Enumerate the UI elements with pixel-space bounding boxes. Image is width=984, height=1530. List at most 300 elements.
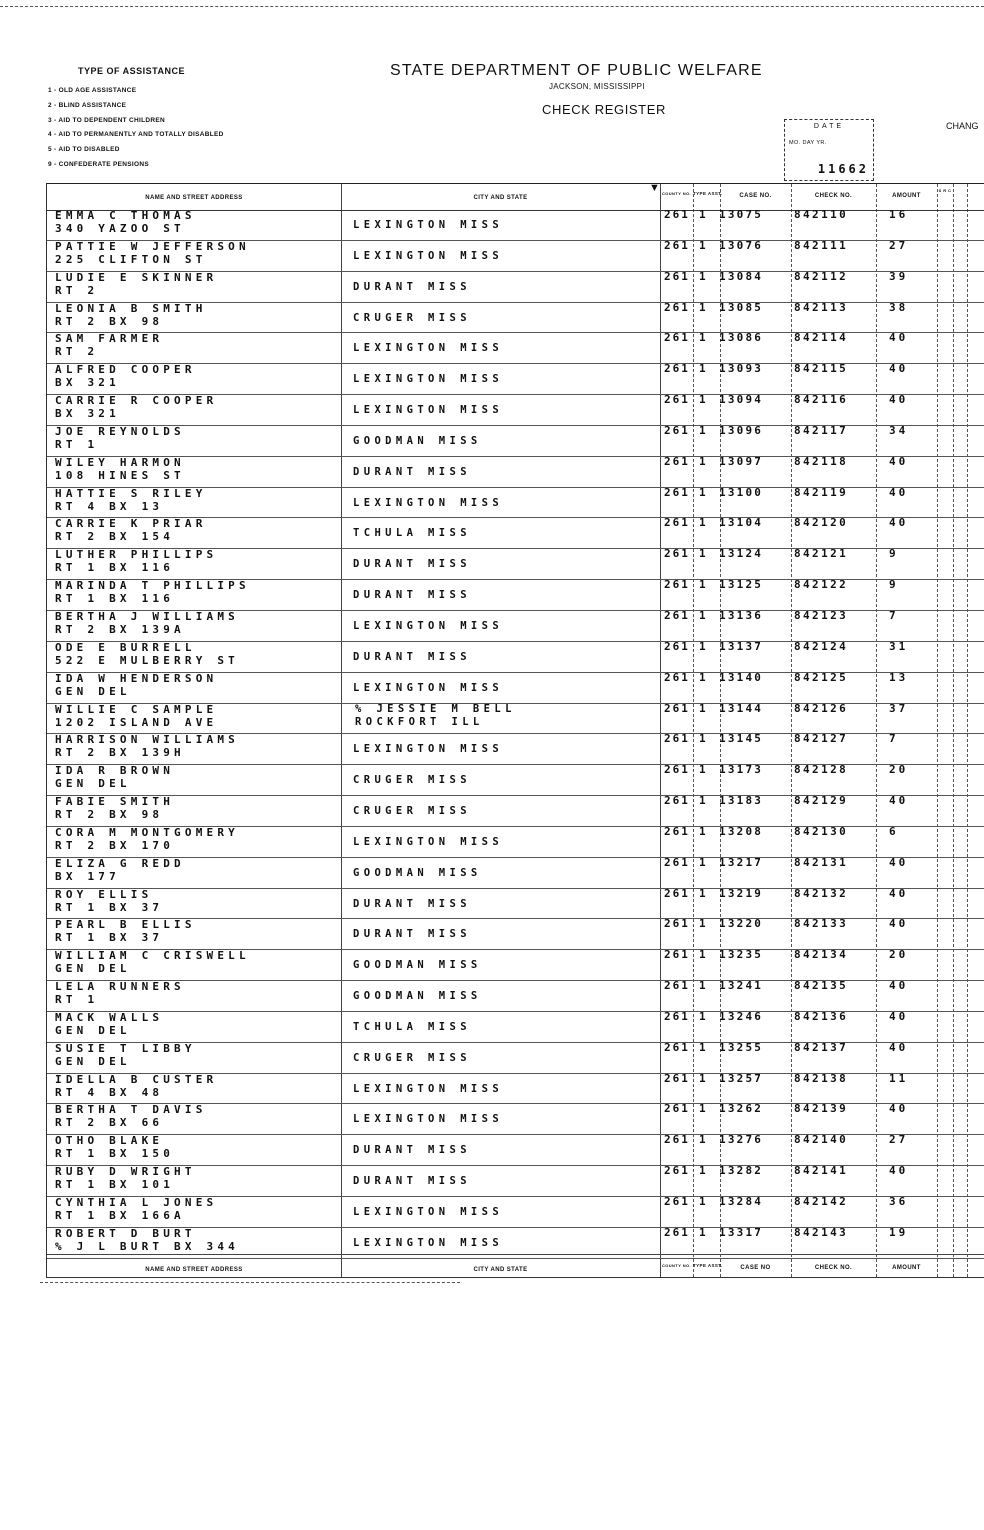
legend-item: 1 - OLD AGE ASSISTANCE [48,87,137,94]
city-state: LEXINGTON MISS [353,743,504,756]
table-row [47,855,984,889]
table-row [47,765,984,796]
city-state: LEXINGTON MISS [353,1113,504,1126]
county-number: 261 [664,1133,690,1147]
amount: 40 [889,454,909,468]
city-state: GOODMAN MISS [353,959,482,972]
county-number: 261 [664,855,690,869]
case-number: 13208 [719,824,764,838]
payee-name: ROY ELLIS [55,887,153,901]
county-number: 261 [664,269,690,283]
street-address: RT 4 BX 48 [55,1085,164,1099]
case-number: 13276 [719,1133,764,1147]
case-number: 13257 [719,1071,764,1085]
check-number: 842126 [794,701,849,715]
county-number: 261 [664,886,690,900]
assistance-type: 1 [699,855,706,869]
header-check: CHECK NO. [814,193,853,199]
amount: 34 [889,423,909,437]
assistance-type: 1 [699,1133,706,1147]
table-row [47,950,984,981]
payee-name: CORA M MONTGOMERY [55,825,239,839]
date-sub-label: MO. DAY YR. [789,140,827,146]
assistance-type: 1 [699,639,706,653]
assistance-type: 1 [699,917,706,931]
table-row [47,1197,984,1228]
case-number: 13075 [719,208,764,221]
amount: 37 [889,701,909,715]
check-number: 842116 [794,393,849,407]
check-number: 842124 [794,639,849,653]
table-row [47,1009,984,1043]
page-subtitle: JACKSON, MISSISSIPPI [549,82,645,91]
street-address: 522 E MULBERRY ST [55,653,239,667]
table-row [47,423,984,457]
amount: 9 [889,547,899,561]
street-address: RT 2 BX 170 [55,838,175,852]
table-row [47,608,984,642]
check-number: 842117 [794,423,849,437]
case-number: 13235 [719,948,764,962]
table-row [47,454,984,488]
payee-name: BERTHA T DAVIS [55,1103,207,1117]
table-row [47,238,984,272]
date-value: 11662 [817,162,869,176]
check-number: 842127 [794,732,849,746]
table-row [47,1166,984,1197]
case-number: 13140 [719,670,764,684]
footer-case: CASE NO [740,1265,771,1271]
payee-name: HATTIE S RILEY [55,486,207,500]
city-state: GOODMAN MISS [353,434,482,447]
amount: 40 [889,393,909,407]
check-number: 842143 [794,1225,849,1239]
county-number: 261 [664,454,690,468]
city-state: CRUGER MISS [353,805,471,818]
county-number: 261 [664,979,690,993]
street-address: RT 2 BX 139A [55,622,185,636]
check-number: 842111 [794,238,849,252]
assistance-type: 1 [699,979,706,993]
street-address: RT 2 BX 98 [55,314,164,328]
amount: 9 [889,578,899,592]
county-number: 261 [664,917,690,931]
table-header [47,184,984,211]
case-number: 13173 [719,763,764,777]
amount: 7 [889,732,899,746]
case-number: 13284 [719,1195,764,1208]
amount: 27 [889,1133,909,1147]
street-address: RT 1 BX 116 [55,561,175,575]
city-state: LEXINGTON MISS [353,681,504,694]
city-state: CRUGER MISS [353,774,471,787]
payee-name: CARRIE R COOPER [55,394,218,408]
check-number: 842132 [794,886,849,900]
assistance-type: 1 [699,300,706,314]
amount: 40 [889,516,909,530]
table-row [47,300,984,334]
check-number: 842140 [794,1133,849,1147]
city-state: GOODMAN MISS [353,990,482,1003]
payee-name: WILLIE C SAMPLE [55,702,218,716]
assistance-type: 1 [699,763,706,777]
triangle-marker-icon: ▼ [649,182,660,194]
city-state: DURANT MISS [353,1175,471,1188]
top-edge-line [0,6,984,7]
assistance-type: 1 [699,331,706,345]
footer-type: TYPE ASST. [693,1263,723,1268]
payee-name: FABIE SMITH [55,795,175,809]
city-state-line2: ROCKFORT ILL [355,715,484,728]
check-number: 842133 [794,917,849,931]
assistance-type: 1 [699,794,706,808]
street-address: RT 1 BX 37 [55,900,164,914]
register-title: CHECK REGISTER [542,102,666,117]
payee-name: OTHO BLAKE [55,1134,164,1148]
legend-item: 2 - BLIND ASSISTANCE [48,101,127,109]
city-state: % JESSIE M BELL [355,702,516,715]
street-address: GEN DEL [55,1023,131,1037]
payee-name: SAM FARMER [55,332,164,346]
amount: 40 [889,362,909,376]
case-number: 13096 [719,423,764,437]
street-address: 225 CLIFTON ST [55,252,207,266]
street-address: RT 1 BX 116 [55,592,175,606]
county-number: 261 [664,578,690,592]
amount: 31 [889,639,909,653]
county-number: 261 [664,362,690,376]
check-number: 842129 [794,794,849,808]
check-number: 842118 [794,454,849,468]
payee-name: JOE REYNOLDS [55,424,185,438]
amount: 40 [889,1164,909,1178]
county-number: 261 [664,393,690,407]
assistance-type: 1 [699,423,706,437]
case-number: 13137 [719,639,764,653]
header-city: CITY AND STATE [473,195,528,201]
case-number: 13217 [719,855,764,869]
city-state: DURANT MISS [353,650,471,663]
payee-name: LEONIA B SMITH [55,301,207,315]
amount: 6 [889,824,899,838]
street-address: GEN DEL [55,684,131,698]
county-number: 261 [664,701,690,715]
case-number: 13282 [719,1164,764,1178]
assistance-type: 1 [699,1164,706,1178]
check-number: 842113 [794,300,849,314]
street-address: RT 1 [55,437,99,451]
city-state: TCHULA MISS [353,527,471,540]
footer-city: CITY AND STATE [473,1267,528,1273]
assistance-type: 1 [699,238,706,252]
amount: 7 [889,608,899,622]
street-address: RT 1 [55,993,99,1007]
bottom-edge-line [40,1282,460,1283]
check-number: 842130 [794,824,849,838]
amount: 11 [889,1071,909,1085]
payee-name: MACK WALLS [55,1010,164,1024]
legend-title: TYPE OF ASSISTANCE [78,66,186,76]
table-row [47,701,984,735]
table-row [47,485,984,519]
county-number: 261 [664,1071,690,1085]
payee-name: WILLIAM C CRISWELL [55,949,250,963]
table-row [47,734,984,765]
check-number: 842122 [794,578,849,592]
header-county: COUNTY NO. [661,191,692,196]
street-address: 108 HINES ST [55,468,185,482]
assistance-type: 1 [699,269,706,283]
street-address: RT 2 [55,345,99,359]
assistance-type: 1 [699,454,706,468]
city-state: DURANT MISS [353,1144,471,1157]
payee-name: LUTHER PHILLIPS [55,548,218,562]
assistance-type: 1 [699,1009,706,1023]
city-state: DURANT MISS [353,928,471,941]
case-number: 13145 [719,732,764,746]
case-number: 13093 [719,362,764,376]
footer-check: CHECK NO. [814,1265,853,1271]
street-address: BX 321 [55,376,120,390]
street-address: BX 321 [55,407,120,421]
amount: 40 [889,855,909,869]
table-row [47,1135,984,1166]
check-number: 842137 [794,1040,849,1054]
check-number: 842115 [794,362,849,376]
county-number: 261 [664,485,690,499]
payee-name: ALFRED COOPER [55,363,196,377]
city-state: LEXINGTON MISS [353,1236,504,1249]
county-number: 261 [664,1102,690,1116]
table-row [47,549,984,580]
amount: 20 [889,763,909,777]
amount: 39 [889,269,909,283]
city-state: LEXINGTON MISS [353,342,504,355]
table-row [47,639,984,673]
assistance-type: 1 [699,547,706,561]
payee-name: WILEY HARMON [55,455,185,469]
county-number: 261 [664,824,690,838]
street-address: RT 2 BX 154 [55,530,175,544]
assistance-type: 1 [699,208,706,221]
payee-name: CARRIE K PRIAR [55,517,207,531]
assistance-type: 1 [699,393,706,407]
county-number: 261 [664,423,690,437]
table-row [47,1071,984,1105]
payee-name: MARINDA T PHILLIPS [55,579,250,593]
city-state: CRUGER MISS [353,311,471,324]
header-amount: AMOUNT [892,193,921,199]
date-box [784,119,874,181]
county-number: 261 [664,948,690,962]
table-row [47,210,984,241]
amount: 36 [889,1195,909,1208]
case-number: 13084 [719,269,764,283]
county-number: 261 [664,516,690,530]
case-number: 13086 [719,331,764,345]
payee-name: IDELLA B CUSTER [55,1072,218,1086]
city-state: DURANT MISS [353,589,471,602]
case-number: 13104 [719,516,764,530]
payee-name: LELA RUNNERS [55,980,185,994]
header-type: TYPE ASST. [693,191,723,196]
table-row [47,580,984,611]
county-number: 261 [664,331,690,345]
county-number: 261 [664,1040,690,1054]
assistance-type: 1 [699,578,706,592]
amount: 27 [889,238,909,252]
payee-name: PATTIE W JEFFERSON [55,239,250,253]
payee-name: CYNTHIA L JONES [55,1196,218,1209]
case-number: 13085 [719,300,764,314]
check-number: 842131 [794,855,849,869]
case-number: 13124 [719,547,764,561]
payee-name: IDA R BROWN [55,764,175,778]
payee-name: SUSIE T LIBBY [55,1041,196,1055]
check-number: 842138 [794,1071,849,1085]
city-state: TCHULA MISS [353,1020,471,1033]
payee-name: IDA W HENDERSON [55,671,218,685]
county-number: 261 [664,1225,690,1239]
table-row [47,395,984,426]
legend-item: 5 - AID TO DISABLED [48,146,120,154]
city-state: LEXINGTON MISS [353,496,504,509]
assistance-type: 1 [699,701,706,715]
county-number: 261 [664,763,690,777]
county-number: 261 [664,732,690,746]
case-number: 13094 [719,393,764,407]
county-number: 261 [664,670,690,684]
city-state: DURANT MISS [353,558,471,571]
city-state: DURANT MISS [353,280,471,293]
table-row [47,518,984,549]
street-address: RT 1 BX 101 [55,1178,175,1192]
legend-item: 9 - CONFEDERATE PENSIONS [48,160,149,168]
table-row [47,796,984,827]
payee-name: PEARL B ELLIS [55,918,196,932]
amount: 40 [889,917,909,931]
city-state: LEXINGTON MISS [353,835,504,848]
assistance-type: 1 [699,608,706,622]
assistance-type: 1 [699,1040,706,1054]
street-address: RT 1 BX 150 [55,1147,175,1161]
check-number: 842110 [794,208,849,221]
check-number: 842119 [794,485,849,499]
legend-item: 4 - AID TO PERMANENTLY AND TOTALLY DISABLED [48,131,224,139]
amount: 38 [889,300,909,314]
assistance-type: 1 [699,485,706,499]
county-number: 261 [664,238,690,252]
check-number: 842120 [794,516,849,530]
table-row [47,670,984,704]
assistance-type: 1 [699,516,706,530]
check-number: 842114 [794,331,849,345]
street-address: RT 2 BX 139H [55,746,185,760]
case-number: 13255 [719,1040,764,1054]
check-number: 842135 [794,979,849,993]
city-state: CRUGER MISS [353,1051,471,1064]
assistance-type: 1 [699,886,706,900]
table-row [47,269,984,303]
table-row [47,1040,984,1074]
table-body [47,210,984,1259]
county-number: 261 [664,1164,690,1178]
check-number: 842125 [794,670,849,684]
payee-name: LUDIE E SKINNER [55,270,218,284]
county-number: 261 [664,1195,690,1208]
city-state: LEXINGTON MISS [353,404,504,417]
street-address: GEN DEL [55,1054,131,1068]
header-case: CASE NO. [739,193,772,199]
city-state: GOODMAN MISS [353,866,482,879]
case-number: 13317 [719,1225,764,1239]
assistance-type: 1 [699,1225,706,1239]
amount: 40 [889,1102,909,1116]
case-number: 13262 [719,1102,764,1116]
amount: 13 [889,670,909,684]
city-state: LEXINGTON MISS [353,373,504,386]
case-number: 13246 [719,1009,764,1023]
check-number: 842128 [794,763,849,777]
assistance-type: 1 [699,1102,706,1116]
case-number: 13097 [719,454,764,468]
city-state: LEXINGTON MISS [353,219,504,231]
payee-name: ROBERT D BURT [55,1226,196,1240]
date-label: DATE [813,123,845,130]
header-name: NAME AND STREET ADDRESS [145,195,243,201]
payee-name: HARRISON WILLIAMS [55,733,239,747]
check-number: 842139 [794,1102,849,1116]
table-row [47,919,984,950]
table-row [47,981,984,1012]
check-number: 842141 [794,1164,849,1178]
assistance-type: 1 [699,1195,706,1208]
amount: 40 [889,979,909,993]
case-number: 13100 [719,485,764,499]
case-number: 13125 [719,578,764,592]
payee-name: BERTHA J WILLIAMS [55,609,239,623]
footer-name: NAME AND STREET ADDRESS [145,1267,243,1273]
case-number: 13144 [719,701,764,715]
amount: 20 [889,948,909,962]
case-number: 13136 [719,608,764,622]
footer-county: COUNTY NO. [661,1263,692,1268]
amount: 40 [889,886,909,900]
city-state: DURANT MISS [353,897,471,910]
case-number: 13220 [719,917,764,931]
case-number: 13076 [719,238,764,252]
table-row [47,886,984,920]
check-register-table [46,183,984,1278]
street-address: RT 1 BX 37 [55,931,164,945]
amount: 40 [889,331,909,345]
amount: 40 [889,794,909,808]
legend-item: 3 - AID TO DEPENDENT CHILDREN [48,116,166,124]
assistance-type: 1 [699,1071,706,1085]
header-src: S R C [938,188,952,193]
city-state: LEXINGTON MISS [353,619,504,632]
city-state: LEXINGTON MISS [353,1082,504,1095]
case-number: 13219 [719,886,764,900]
check-number: 842142 [794,1195,849,1208]
page-title: STATE DEPARTMENT OF PUBLIC WELFARE [390,62,763,79]
street-address: RT 2 [55,283,99,297]
payee-name: EMMA C THOMAS [55,209,196,222]
street-address: RT 2 BX 66 [55,1116,164,1130]
case-number: 13241 [719,979,764,993]
city-state: DURANT MISS [353,465,471,478]
county-number: 261 [664,208,690,221]
